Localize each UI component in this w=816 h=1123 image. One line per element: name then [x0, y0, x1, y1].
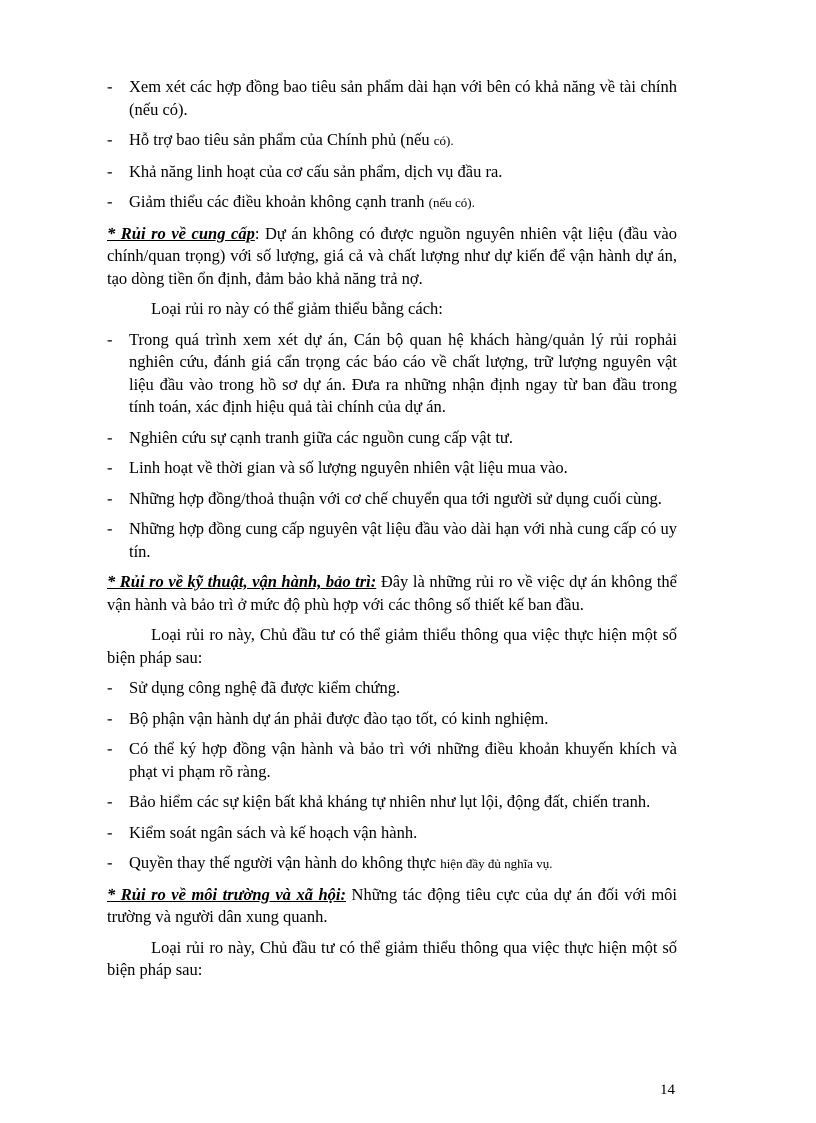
list-item [107, 457, 677, 480]
bullet-dash: - [107, 678, 113, 697]
bullet-dash: - [107, 792, 113, 811]
list-item-text: Giảm thiểu các điều khoản không cạnh tranh [129, 192, 429, 211]
list-item-text: Quyền thay thế người vận hành do không thực [129, 853, 441, 872]
list-item-text: Sử dụng công nghệ đã được kiểm chứng. [129, 678, 401, 697]
list-item-text: Hỗ trợ bao tiêu sản phẩm của Chính phủ (nếu [129, 130, 434, 149]
list-item-text: Xem xét các hợp đồng bao tiêu sản phẩm dài hạn với bên có khả năng về tài chính (nếu có). [129, 77, 677, 119]
bullet-dash: - [107, 130, 113, 149]
list-item [107, 708, 677, 731]
bullet-dash: - [107, 853, 113, 872]
bullet-dash: - [107, 708, 113, 728]
tech-risk-intro: Loại rủi ro này, Chủ đầu tư có thể giảm thiểu thông qua việc thực hiện một số biện pháp sau: [107, 625, 677, 667]
list-item [107, 677, 677, 700]
list-item-text: Khả năng linh hoạt của cơ cấu sản phẩm, dịch vụ đầu ra. [129, 161, 503, 181]
env-risk-paragraph [107, 884, 677, 929]
list-item [107, 852, 677, 876]
env-risk-intro: Loại rủi ro này, Chủ đầu tư có thể giảm thiểu thông qua việc thực hiện một số biện pháp sau: [107, 937, 677, 979]
supply-risk-intro: Loại rủi ro này có thể giảm thiểu bằng cách: [151, 299, 443, 318]
list-item [107, 191, 677, 215]
list-item [107, 518, 677, 563]
list-item-text: Những hợp đồng/thoả thuận với cơ chế chuyển qua tới người sử dụng cuối cùng. [129, 488, 662, 508]
bullet-dash: - [107, 488, 113, 508]
list-item-text: Linh hoạt về thời gian và số lượng nguyên nhiên vật liệu mua vào. [129, 458, 568, 477]
list-item-small-text: có). [433, 133, 454, 148]
bullet-dash: - [107, 739, 113, 758]
list-item [107, 791, 677, 814]
page-content [107, 76, 677, 990]
bullet-dash: - [107, 458, 113, 477]
supply-risk-text: : Dự án không có được nguồn nguyên nhiên vật liệu (đầu vào chính/quan trọng) với số lượng, giá cả và chất lượng như dự kiến để vận hành dự án, tạo dòng tiền ổn định, đảm bảo khả năng trả nợ. [107, 223, 677, 288]
bullet-dash: - [107, 519, 113, 538]
list-item [107, 76, 677, 121]
list-item-text: Bảo hiểm các sự kiện bất khả kháng tự nhiên như lụt lội, động đất, chiến tranh. [129, 792, 651, 811]
list-item-text: Kiểm soát ngân sách và kế hoạch vận hành. [129, 822, 418, 842]
supply-risk-heading: * Rủi ro về cung cấp [107, 223, 255, 243]
list-item-text: Nghiên cứu sự cạnh tranh giữa các nguồn cung cấp vật tư. [129, 427, 513, 447]
list-item-text: Những hợp đồng cung cấp nguyên vật liệu đầu vào dài hạn với nhà cung cấp có uy tín. [129, 519, 677, 561]
env-risk-heading: * Rủi ro về môi trường và xã hội: [107, 884, 346, 904]
list-item-text: Trong quá trình xem xét dự án, Cán bộ quan hệ khách hàng/quản lý rủi rophải nghiên cứu, đánh giá cẩn trọng các báo cáo về chất lượng, trữ lượng nguyên vật liệu đầu vào trong hồ sơ dự án. Đưa ra những nhận định ngay từ ban đầu trong tính toán, xác định hiệu quả tài chính của dự án. [129, 329, 677, 416]
bullet-dash: - [107, 161, 113, 181]
env-risk-text: Những tác động tiêu cực của dự án đối với môi trường và người dân xung quanh. [107, 884, 677, 926]
tech-risk-heading: * Rủi ro về kỹ thuật, vận hành, bảo trì: [107, 572, 377, 591]
list-item [107, 129, 677, 153]
list-item [107, 427, 677, 450]
list-item [107, 161, 677, 184]
list-item [107, 329, 677, 419]
tech-risk-text: Đây là những rủi ro về việc dự án không thể vận hành và bảo trì ở mức độ phù hợp với các thông số thiết kế ban đầu. [107, 572, 677, 614]
list-item [107, 488, 677, 511]
bullet-dash: - [107, 329, 113, 349]
list-item [107, 738, 677, 783]
tech-risk-paragraph [107, 571, 677, 616]
list-item-small-text: hiện đầy đủ nghĩa vụ. [440, 856, 553, 871]
bullet-dash: - [107, 192, 113, 211]
list-item-text: Bộ phận vận hành dự án phải được đào tạo tốt, có kinh nghiệm. [129, 708, 549, 728]
bullet-dash: - [107, 822, 113, 842]
bullet-dash: - [107, 427, 113, 447]
bullet-dash: - [107, 77, 113, 96]
supply-risk-paragraph [107, 223, 677, 291]
list-item-text: Có thể ký hợp đồng vận hành và bảo trì với những điều khoản khuyến khích và phạt vi phạm rõ ràng. [129, 739, 677, 781]
list-item [107, 822, 677, 845]
page-number: 14 [660, 1082, 675, 1098]
list-item-small-text: (nếu có). [428, 195, 475, 210]
